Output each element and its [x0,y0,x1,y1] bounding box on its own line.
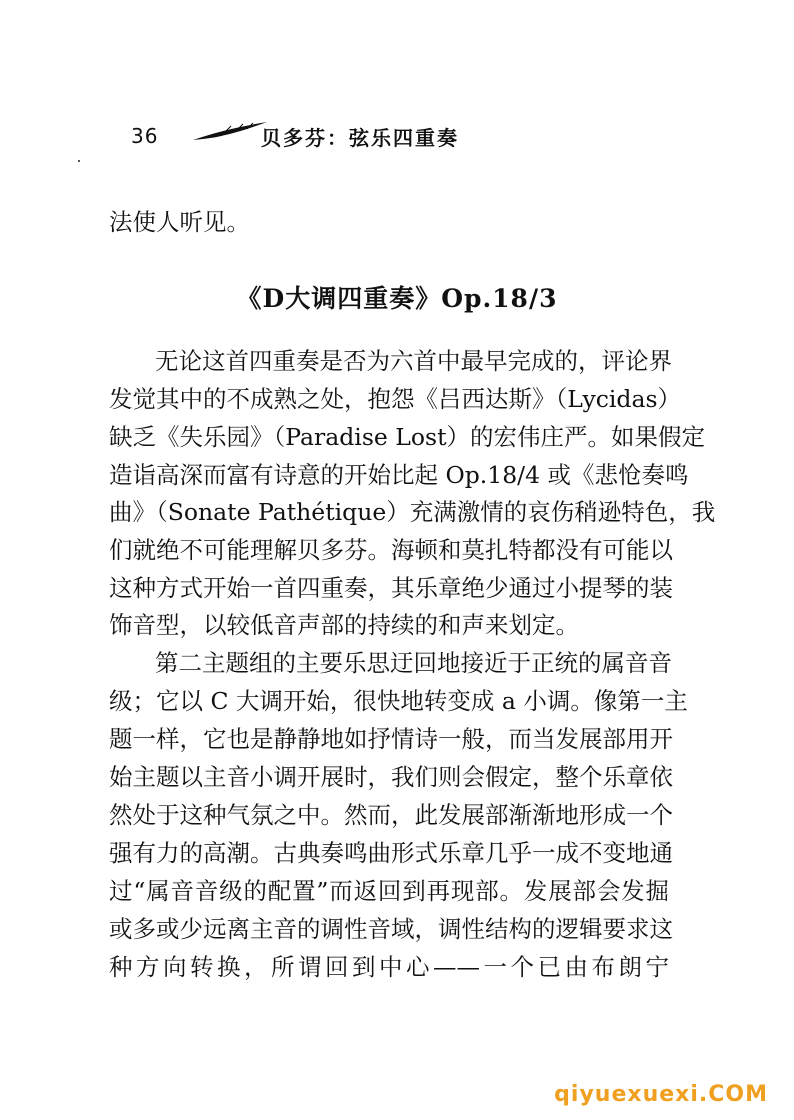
text-line: 无论这首四重奏是否为六首中最早完成的，评论界 [155,347,672,375]
text-line: 强有力的高潮。古典奏鸣曲形式乐章几乎一成不变地通 [109,839,673,867]
text-line: 然处于这种气氛之中。然而，此发展部渐渐地形成一个 [109,801,673,829]
text-line: 级；它以 C 大调开始，很快地转变成 a 小调。像第一主 [109,687,688,715]
opening-fragment: 法使人听见。 [109,208,250,236]
text-line: 曲》（Sonate Pathétique）充满激情的哀伤稍逊特色，我 [109,498,716,526]
text-line: 种方向转换，所谓回到中心——一个已由布朗宁 [109,953,669,981]
text-line: 造诣高深而富有诗意的开始比起 Op.18/4 或《悲怆奏鸣 [109,461,689,489]
page-header [131,118,691,152]
text-line: 这种方式开始一首四重奏，其乐章绝少通过小提琴的装 [109,574,673,602]
section-heading: 《D大调四重奏》Op.18/3 [236,284,558,313]
text-line: 始主题以主音小调开展时，我们则会假定，整个乐章依 [109,763,673,791]
text-line: 题一样，它也是静静地如抒情诗一般，而当发展部用开 [109,725,673,753]
watermark: qiyuexuexi.COM [554,1082,768,1107]
text-line: 们就绝不可能理解贝多芬。海顿和莫扎特都没有可能以 [109,536,673,564]
text-line: 饰音型，以较低音声部的持续的和声来划定。 [109,611,579,639]
page-number: 36 [131,124,159,148]
text-line: 缺乏《失乐园》（Paradise Lost）的宏伟庄严。如果假定 [109,423,706,451]
quill-icon [191,120,271,142]
running-title: 贝多芬：弦乐四重奏 [261,126,459,150]
text-line: 或多或少远离主音的调性音域，调性结构的逻辑要求这 [109,915,673,943]
margin-mark [78,160,80,162]
text-line: 发觉其中的不成熟之处，抱怨《吕西达斯》（Lycidas） [109,385,682,413]
text-line: 第二主题组的主要乐思迂回地接近于正统的属音音 [155,649,672,677]
text-line: 过“属音音级的配置”而返回到再现部。发展部会发掘 [109,877,669,905]
